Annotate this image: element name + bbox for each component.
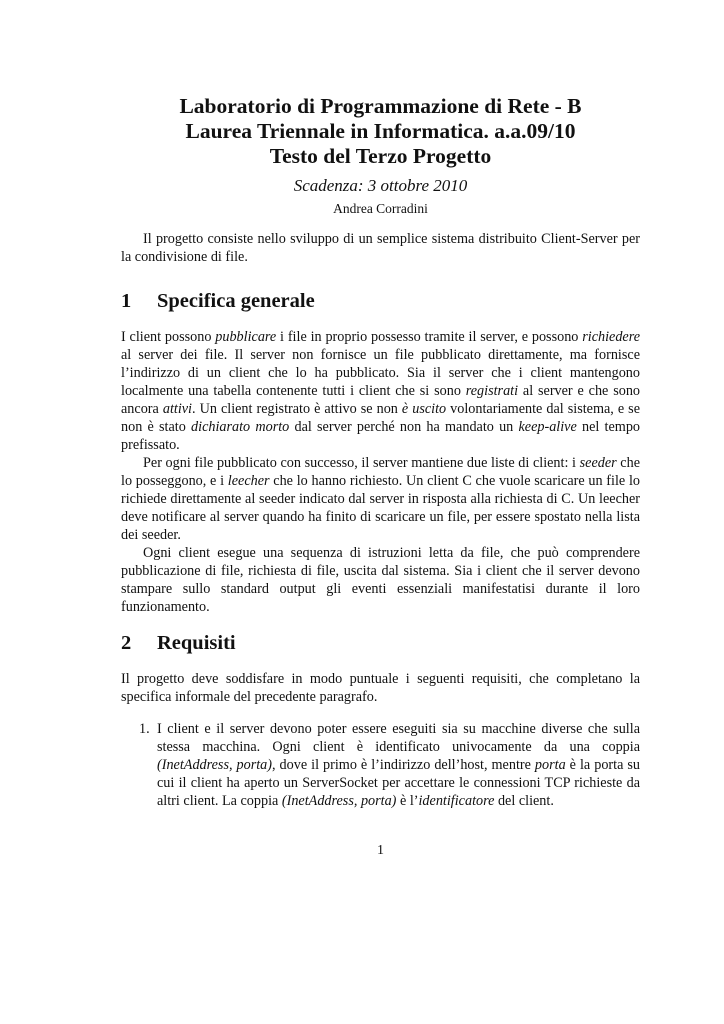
section-2-intro: Il progetto deve soddisfare in modo puntuale i seguenti requisiti, che completano la specifica informale del precedente paragrafo. [121, 671, 640, 705]
page-number: 1 [377, 843, 384, 858]
section-title: Specifica generale [157, 290, 315, 312]
title-line-3: Testo del Terzo Progetto [269, 144, 492, 168]
section-2-heading [121, 632, 236, 655]
deadline: Scadenza: 3 ottobre 2010 [293, 176, 468, 195]
abstract: Il progetto consiste nello sviluppo di un semplice sistema distribuito Client-Server per la condivisione di file. [121, 231, 640, 265]
author: Andrea Corradini [333, 201, 428, 216]
section-1-heading [121, 290, 315, 313]
section-1-paragraph-2: Per ogni file pubblicato con successo, il server mantiene due liste di client: i seeder che lo posseggono, e i leecher che lo hanno richiesto. Un client C che vuole scaricare un file lo richiede direttamente al seeder indicato dal server in risposta alla richiesta di C. Un leecher deve notificare al server quando ha finito di scaricare un file, per essere spostato nella lista dei seeder. [121, 455, 640, 543]
requirements-list [121, 720, 640, 810]
section-number: 1 [121, 290, 132, 312]
title-line-1: Laboratorio di Programmazione di Rete - B [179, 94, 582, 118]
document-title [121, 94, 640, 169]
title-line-2: Laurea Triennale in Informatica. a.a.09/10 [185, 119, 576, 143]
list-marker: 1. [139, 721, 150, 737]
section-number: 2 [121, 632, 132, 654]
list-item: 1. I client e il server devono poter essere eseguiti sia su macchine diverse che sulla stessa macchina. Ogni client è identificato univocamente da una coppia (InetAddress, porta), dove il primo è l’indirizzo dell’host, mentre porta è la porta su cui il client ha aperto un ServerSocket per accettare le connessioni TCP richieste da altri client. La coppia (InetAddress, porta) è l’identificatore del client. [139, 721, 640, 809]
section-1-paragraph-1: I client possono pubblicare i file in proprio possesso tramite il server, e possono richiedere al server dei file. Il server non fornisce un file pubblicato direttamente, ma fornisce l’indirizzo di un client che lo ha pubblicato. Sia il server che i client mantengono localmente una tabella contenente tutti i client che si sono registrati al server e che sono ancora attivi. Un client registrato è attivo se non è uscito volontariamente dal sistema, e se non è stato dichiarato morto dal server perché non ha mandato un keep-alive nel tempo prefissato. [121, 329, 641, 453]
section-1-paragraph-3: Ogni client esegue una sequenza di istruzioni letta da file, che può comprendere pubblicazione di file, richiesta di file, uscita dal sistema. Sia i client che il server devono stampare sullo standard output gli eventi essenziali manifestatisi durante il loro funzionamento. [121, 545, 640, 615]
section-title: Requisiti [157, 632, 236, 654]
